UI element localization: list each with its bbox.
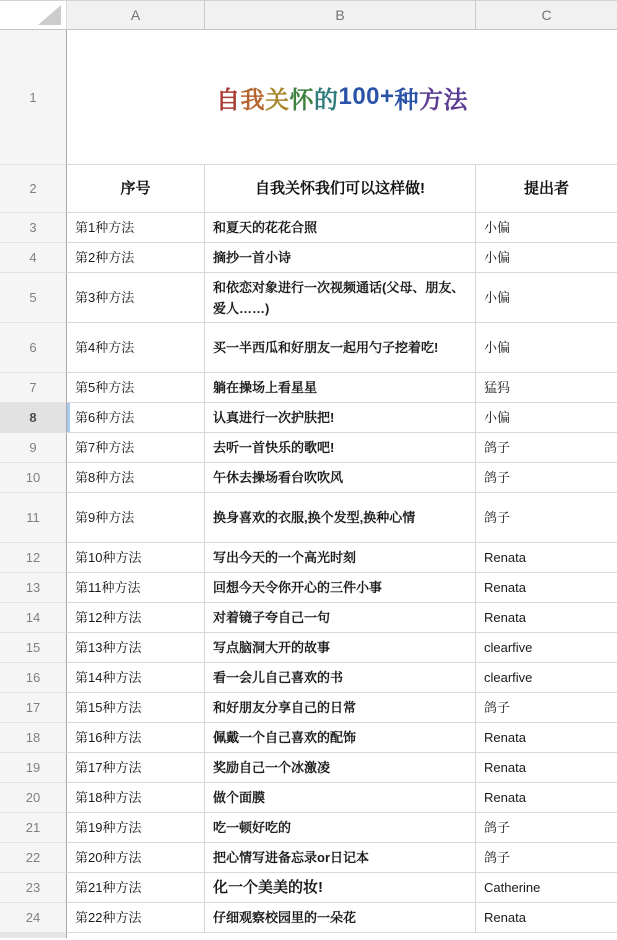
table-row	[0, 573, 617, 603]
cell-B23[interactable]: 化一个美美的妆!	[205, 873, 476, 903]
cell-A3[interactable]: 第1种方法	[67, 213, 205, 243]
row-number-2[interactable]: 2	[0, 165, 67, 213]
cell-A18[interactable]: 第16种方法	[67, 723, 205, 753]
table-row	[0, 493, 617, 543]
cell-C4[interactable]: 小偏	[476, 243, 617, 273]
title-char: 法	[443, 86, 469, 114]
cell-C13[interactable]: Renata	[476, 573, 617, 603]
row-number-6[interactable]: 6	[0, 323, 67, 373]
title-char: 方	[419, 86, 444, 114]
cell-C5[interactable]: 小偏	[476, 273, 617, 323]
title-char: 1	[338, 83, 353, 110]
cell-A21[interactable]: 第19种方法	[67, 813, 205, 843]
table-row	[0, 403, 617, 433]
row-number-17[interactable]: 17	[0, 693, 67, 723]
title-row	[0, 30, 617, 165]
cell-B24[interactable]: 仔细观察校园里的一朵花	[205, 903, 476, 933]
cell-C9[interactable]: 鸽子	[476, 433, 617, 463]
row-number-1[interactable]: 1	[0, 30, 67, 165]
title-char: 种	[394, 86, 420, 114]
grid-body	[0, 213, 617, 933]
cell-B16[interactable]: 看一会儿自己喜欢的书	[205, 663, 476, 693]
row-number-3[interactable]: 3	[0, 213, 67, 243]
table-row	[0, 903, 617, 933]
row-number-19[interactable]: 19	[0, 753, 67, 783]
table-row	[0, 373, 617, 403]
cell-A15[interactable]: 第13种方法	[67, 633, 205, 663]
cell-C24[interactable]: Renata	[476, 903, 617, 933]
table-row	[0, 813, 617, 843]
select-all-triangle-icon	[38, 5, 61, 25]
cell-B22[interactable]: 把心情写进备忘录or日记本	[205, 843, 476, 873]
partial-row-cells[interactable]	[67, 933, 617, 938]
partial-row-number[interactable]	[0, 933, 67, 938]
row-number-20[interactable]: 20	[0, 783, 67, 813]
cell-B2[interactable]: 自我关怀我们可以这样做!	[205, 165, 476, 213]
cell-C11[interactable]: 鸽子	[476, 493, 617, 543]
cell-C19[interactable]: Renata	[476, 753, 617, 783]
cell-A11[interactable]: 第9种方法	[67, 493, 205, 543]
title-char: 怀	[289, 86, 314, 114]
cell-C8[interactable]: 小偏	[476, 403, 617, 433]
cell-A23[interactable]: 第21种方法	[67, 873, 205, 903]
table-row	[0, 723, 617, 753]
cell-B15[interactable]: 写点脑洞大开的故事	[205, 633, 476, 663]
cell-A8[interactable]: 第6种方法	[67, 403, 205, 433]
cell-B20[interactable]: 做个面膜	[205, 783, 476, 813]
title-char: 我	[240, 86, 265, 114]
cell-C17[interactable]: 鸽子	[476, 693, 617, 723]
row-number-13[interactable]: 13	[0, 573, 67, 603]
cell-A5[interactable]: 第3种方法	[67, 273, 205, 323]
table-row	[0, 543, 617, 573]
table-header-row	[0, 165, 617, 213]
cell-C7[interactable]: 猛犸	[476, 373, 617, 403]
row-number-14[interactable]: 14	[0, 603, 67, 633]
cell-A19[interactable]: 第17种方法	[67, 753, 205, 783]
table-row	[0, 873, 617, 903]
title-char: 0	[366, 83, 381, 110]
row-number-24[interactable]: 24	[0, 903, 67, 933]
cell-B14[interactable]: 对着镜子夸自己一句	[205, 603, 476, 633]
row-number-8[interactable]: 8	[0, 403, 67, 433]
cell-A10[interactable]: 第8种方法	[67, 463, 205, 493]
cell-C18[interactable]: Renata	[476, 723, 617, 753]
cell-A2[interactable]: 序号	[67, 165, 205, 213]
cell-B4[interactable]: 摘抄一首小诗	[205, 243, 476, 273]
cell-C20[interactable]: Renata	[476, 783, 617, 813]
column-header-B[interactable]: B	[205, 1, 476, 30]
cell-B11[interactable]: 换身喜欢的衣服,换个发型,换种心情	[205, 493, 476, 543]
column-header-band	[0, 1, 617, 30]
column-header-C[interactable]: C	[476, 1, 617, 30]
cell-A6[interactable]: 第4种方法	[67, 323, 205, 373]
table-row	[0, 693, 617, 723]
cell-B9[interactable]: 去听一首快乐的歌吧!	[205, 433, 476, 463]
table-row	[0, 213, 617, 243]
row-number-18[interactable]: 18	[0, 723, 67, 753]
cell-C23[interactable]: Catherine	[476, 873, 617, 903]
cell-A17[interactable]: 第15种方法	[67, 693, 205, 723]
cell-C22[interactable]: 鸽子	[476, 843, 617, 873]
cell-B18[interactable]: 佩戴一个自己喜欢的配饰	[205, 723, 476, 753]
cell-A22[interactable]: 第20种方法	[67, 843, 205, 873]
cell-B3[interactable]: 和夏天的花花合照	[205, 213, 476, 243]
cell-C21[interactable]: 鸽子	[476, 813, 617, 843]
cell-A14[interactable]: 第12种方法	[67, 603, 205, 633]
title-char: 的	[313, 86, 339, 114]
table-row	[0, 323, 617, 373]
table-row	[0, 753, 617, 783]
title-char: 0	[352, 83, 367, 110]
table-row	[0, 433, 617, 463]
cell-A12[interactable]: 第10种方法	[67, 543, 205, 573]
cell-B5[interactable]: 和依恋对象进行一次视频通话(父母、朋友、爱人……)	[205, 273, 476, 323]
cell-B8[interactable]: 认真进行一次护肤把!	[205, 403, 476, 433]
cell-B7[interactable]: 躺在操场上看星星	[205, 373, 476, 403]
table-row	[0, 243, 617, 273]
selection-indicator-bar	[67, 403, 70, 432]
partial-next-row	[0, 933, 617, 938]
cell-A16[interactable]: 第14种方法	[67, 663, 205, 693]
row-number-22[interactable]: 22	[0, 843, 67, 873]
row-number-5[interactable]: 5	[0, 273, 67, 323]
cell-C10[interactable]: 鸽子	[476, 463, 617, 493]
table-row	[0, 603, 617, 633]
row-number-10[interactable]: 10	[0, 463, 67, 493]
row-number-7[interactable]: 7	[0, 373, 67, 403]
row-number-4[interactable]: 4	[0, 243, 67, 273]
cell-C16[interactable]: clearfive	[476, 663, 617, 693]
select-all-corner[interactable]	[0, 1, 67, 30]
cell-B17[interactable]: 和好朋友分享自己的日常	[205, 693, 476, 723]
cell-B6[interactable]: 买一半西瓜和好朋友一起用勺子挖着吃!	[205, 323, 476, 373]
sheet-title-cell[interactable]	[67, 30, 617, 165]
title-char: 关	[264, 86, 290, 114]
cell-C6[interactable]: 小偏	[476, 323, 617, 373]
cell-C2[interactable]: 提出者	[476, 165, 617, 213]
row-number-12[interactable]: 12	[0, 543, 67, 573]
cell-C15[interactable]: clearfive	[476, 633, 617, 663]
table-row	[0, 273, 617, 323]
cell-A24[interactable]: 第22种方法	[67, 903, 205, 933]
cell-C12[interactable]: Renata	[476, 543, 617, 573]
cell-A20[interactable]: 第18种方法	[67, 783, 205, 813]
table-row	[0, 663, 617, 693]
cell-A13[interactable]: 第11种方法	[67, 573, 205, 603]
cell-B13[interactable]: 回想今天令你开心的三件小事	[205, 573, 476, 603]
cell-B21[interactable]: 吃一顿好吃的	[205, 813, 476, 843]
row-number-11[interactable]: 11	[0, 493, 67, 543]
row-number-9[interactable]: 9	[0, 433, 67, 463]
cell-C14[interactable]: Renata	[476, 603, 617, 633]
cell-B19[interactable]: 奖励自己一个冰激凌	[205, 753, 476, 783]
title-char: 自	[215, 86, 241, 114]
column-header-A[interactable]: A	[67, 1, 205, 30]
row-number-23[interactable]: 23	[0, 873, 67, 903]
row-number-15[interactable]: 15	[0, 633, 67, 663]
table-row	[0, 843, 617, 873]
cell-B10[interactable]: 午休去操场看台吹吹风	[205, 463, 476, 493]
cell-A4[interactable]: 第2种方法	[67, 243, 205, 273]
table-row	[0, 783, 617, 813]
table-row	[0, 633, 617, 663]
table-row	[0, 463, 617, 493]
cell-A7[interactable]: 第5种方法	[67, 373, 205, 403]
row-number-16[interactable]: 16	[0, 663, 67, 693]
cell-B12[interactable]: 写出今天的一个高光时刻	[205, 543, 476, 573]
title-char: +	[380, 83, 395, 110]
cell-C3[interactable]: 小偏	[476, 213, 617, 243]
row-number-21[interactable]: 21	[0, 813, 67, 843]
cell-A9[interactable]: 第7种方法	[67, 433, 205, 463]
